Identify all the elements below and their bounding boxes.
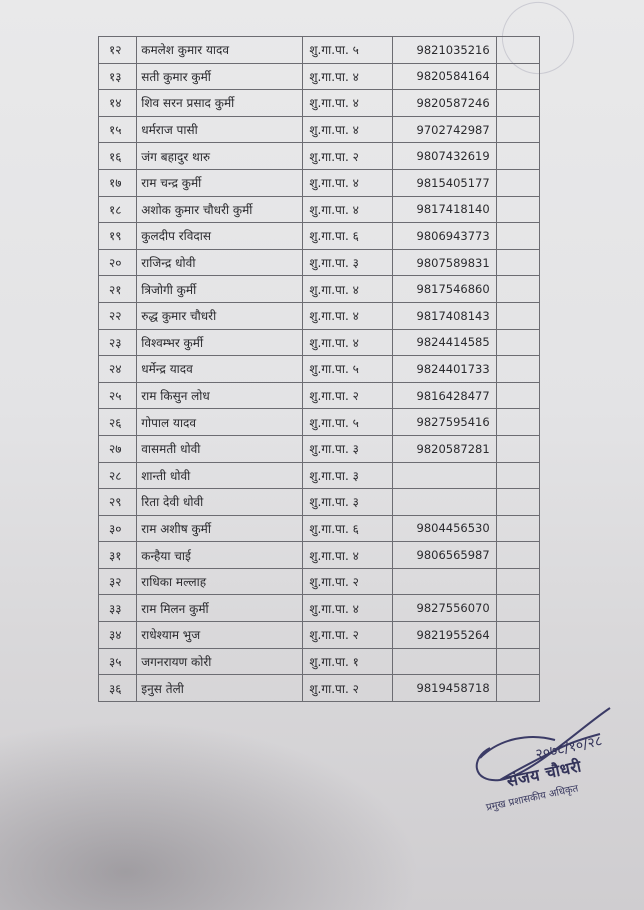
name-cell: रुद्ध कुमार चौधरी bbox=[137, 302, 303, 329]
empty-cell bbox=[496, 37, 539, 64]
name-cell: कुलदीप रविदास bbox=[137, 223, 303, 250]
name-cell: रिता देवी धोवी bbox=[137, 489, 303, 516]
address-cell: शु.गा.पा. १ bbox=[303, 648, 393, 675]
table-row bbox=[99, 435, 540, 462]
empty-cell bbox=[496, 196, 539, 223]
table-row bbox=[99, 568, 540, 595]
table-row bbox=[99, 409, 540, 436]
phone-cell: 9821955264 bbox=[392, 622, 496, 649]
empty-cell bbox=[496, 169, 539, 196]
name-cell: राम किसुन लोध bbox=[137, 382, 303, 409]
empty-cell bbox=[496, 435, 539, 462]
table-row bbox=[99, 542, 540, 569]
address-cell: शु.गा.पा. ४ bbox=[303, 595, 393, 622]
empty-cell bbox=[496, 622, 539, 649]
name-cell: इनुस तेली bbox=[137, 675, 303, 702]
serial-number-cell: १९ bbox=[99, 223, 137, 250]
phone-cell: 9807589831 bbox=[392, 249, 496, 276]
name-cell: राम अशीष कुर्मी bbox=[137, 515, 303, 542]
phone-cell: 9824401733 bbox=[392, 356, 496, 383]
empty-cell bbox=[496, 276, 539, 303]
serial-number-cell: ३३ bbox=[99, 595, 137, 622]
serial-number-cell: १२ bbox=[99, 37, 137, 64]
empty-cell bbox=[496, 223, 539, 250]
name-cell: वासमती धोवी bbox=[137, 435, 303, 462]
phone-cell: 9827595416 bbox=[392, 409, 496, 436]
name-cell: जंग बहादुर थारु bbox=[137, 143, 303, 170]
table-row bbox=[99, 196, 540, 223]
serial-number-cell: १५ bbox=[99, 116, 137, 143]
address-cell: शु.गा.पा. ६ bbox=[303, 515, 393, 542]
address-cell: शु.गा.पा. ४ bbox=[303, 196, 393, 223]
serial-number-cell: २५ bbox=[99, 382, 137, 409]
table-row bbox=[99, 63, 540, 90]
name-cell: राम चन्द्र कुर्मी bbox=[137, 169, 303, 196]
serial-number-cell: १३ bbox=[99, 63, 137, 90]
address-cell: शु.गा.पा. ४ bbox=[303, 276, 393, 303]
phone-cell bbox=[392, 489, 496, 516]
address-cell: शु.गा.पा. ६ bbox=[303, 223, 393, 250]
phone-cell: 9815405177 bbox=[392, 169, 496, 196]
phone-cell: 9824414585 bbox=[392, 329, 496, 356]
serial-number-cell: २७ bbox=[99, 435, 137, 462]
serial-number-cell: २१ bbox=[99, 276, 137, 303]
name-cell: कमलेश कुमार यादव bbox=[137, 37, 303, 64]
name-cell: राधिका मल्लाह bbox=[137, 568, 303, 595]
phone-cell: 9817418140 bbox=[392, 196, 496, 223]
signature-date: २०७८/१०/२८ bbox=[534, 733, 604, 763]
table-row bbox=[99, 648, 540, 675]
name-cell: गोपाल यादव bbox=[137, 409, 303, 436]
address-cell: शु.गा.पा. ४ bbox=[303, 169, 393, 196]
address-cell: शु.गा.पा. ४ bbox=[303, 90, 393, 117]
serial-number-cell: १६ bbox=[99, 143, 137, 170]
empty-cell bbox=[496, 489, 539, 516]
empty-cell bbox=[496, 302, 539, 329]
empty-cell bbox=[496, 568, 539, 595]
name-cell: सती कुमार कुर्मी bbox=[137, 63, 303, 90]
serial-number-cell: २३ bbox=[99, 329, 137, 356]
name-cell: शिव सरन प्रसाद कुर्मी bbox=[137, 90, 303, 117]
serial-number-cell: १४ bbox=[99, 90, 137, 117]
table-row bbox=[99, 302, 540, 329]
serial-number-cell: ३६ bbox=[99, 675, 137, 702]
table-row bbox=[99, 116, 540, 143]
address-cell: शु.गा.पा. २ bbox=[303, 143, 393, 170]
table-row bbox=[99, 515, 540, 542]
phone-cell: 9817408143 bbox=[392, 302, 496, 329]
signature-title: प्रमुख प्रशासकीय अधिकृत bbox=[485, 783, 580, 814]
address-cell: शु.गा.पा. ४ bbox=[303, 542, 393, 569]
empty-cell bbox=[496, 462, 539, 489]
table-row bbox=[99, 169, 540, 196]
address-cell: शु.गा.पा. ४ bbox=[303, 302, 393, 329]
serial-number-cell: २९ bbox=[99, 489, 137, 516]
empty-cell bbox=[496, 63, 539, 90]
phone-cell: 9820587246 bbox=[392, 90, 496, 117]
name-cell: शान्ती धोवी bbox=[137, 462, 303, 489]
serial-number-cell: २४ bbox=[99, 356, 137, 383]
address-cell: शु.गा.पा. ५ bbox=[303, 409, 393, 436]
phone-cell bbox=[392, 568, 496, 595]
address-cell: शु.गा.पा. २ bbox=[303, 622, 393, 649]
phone-cell bbox=[392, 462, 496, 489]
page-shadow bbox=[0, 720, 420, 910]
empty-cell bbox=[496, 515, 539, 542]
table-row bbox=[99, 595, 540, 622]
empty-cell bbox=[496, 382, 539, 409]
table-row bbox=[99, 37, 540, 64]
name-cell: राम मिलन कुर्मी bbox=[137, 595, 303, 622]
serial-number-cell: २६ bbox=[99, 409, 137, 436]
empty-cell bbox=[496, 595, 539, 622]
participant-table bbox=[98, 36, 540, 702]
empty-cell bbox=[496, 143, 539, 170]
serial-number-cell: २२ bbox=[99, 302, 137, 329]
empty-cell bbox=[496, 329, 539, 356]
address-cell: शु.गा.पा. ४ bbox=[303, 63, 393, 90]
table-row bbox=[99, 90, 540, 117]
table-row bbox=[99, 356, 540, 383]
address-cell: शु.गा.पा. ३ bbox=[303, 435, 393, 462]
table-row bbox=[99, 276, 540, 303]
table-row bbox=[99, 143, 540, 170]
address-cell: शु.गा.पा. २ bbox=[303, 382, 393, 409]
serial-number-cell: ३४ bbox=[99, 622, 137, 649]
table-row bbox=[99, 249, 540, 276]
name-cell: विश्वम्भर कुर्मी bbox=[137, 329, 303, 356]
phone-cell: 9820584164 bbox=[392, 63, 496, 90]
phone-cell: 9702742987 bbox=[392, 116, 496, 143]
address-cell: शु.गा.पा. ४ bbox=[303, 329, 393, 356]
name-cell: राधेश्याम भुज bbox=[137, 622, 303, 649]
phone-cell: 9819458718 bbox=[392, 675, 496, 702]
address-cell: शु.गा.पा. ३ bbox=[303, 249, 393, 276]
empty-cell bbox=[496, 542, 539, 569]
name-cell: राजिन्द्र धोवी bbox=[137, 249, 303, 276]
name-cell: धर्मराज पासी bbox=[137, 116, 303, 143]
empty-cell bbox=[496, 356, 539, 383]
serial-number-cell: ३१ bbox=[99, 542, 137, 569]
table-row bbox=[99, 382, 540, 409]
serial-number-cell: ३२ bbox=[99, 568, 137, 595]
table-row bbox=[99, 622, 540, 649]
phone-cell: 9816428477 bbox=[392, 382, 496, 409]
address-cell: शु.गा.पा. ५ bbox=[303, 356, 393, 383]
serial-number-cell: ३० bbox=[99, 515, 137, 542]
serial-number-cell: १८ bbox=[99, 196, 137, 223]
phone-cell: 9804456530 bbox=[392, 515, 496, 542]
address-cell: शु.गा.पा. २ bbox=[303, 568, 393, 595]
empty-cell bbox=[496, 90, 539, 117]
empty-cell bbox=[496, 249, 539, 276]
phone-cell: 9806565987 bbox=[392, 542, 496, 569]
name-cell: अशोक कुमार चौधरी कुर्मी bbox=[137, 196, 303, 223]
address-cell: शु.गा.पा. ३ bbox=[303, 462, 393, 489]
empty-cell bbox=[496, 409, 539, 436]
table-row bbox=[99, 462, 540, 489]
address-cell: शु.गा.पा. ५ bbox=[303, 37, 393, 64]
phone-cell: 9821035216 bbox=[392, 37, 496, 64]
serial-number-cell: ३५ bbox=[99, 648, 137, 675]
table-row bbox=[99, 223, 540, 250]
serial-number-cell: १७ bbox=[99, 169, 137, 196]
signature-name: संजय चौधरी bbox=[504, 756, 584, 791]
phone-cell: 9827556070 bbox=[392, 595, 496, 622]
address-cell: शु.गा.पा. ३ bbox=[303, 489, 393, 516]
phone-cell: 9817546860 bbox=[392, 276, 496, 303]
name-cell: जगनरायण कोरी bbox=[137, 648, 303, 675]
phone-cell: 9807432619 bbox=[392, 143, 496, 170]
name-cell: धर्मेन्द्र यादव bbox=[137, 356, 303, 383]
name-cell: कन्हैया चाई bbox=[137, 542, 303, 569]
address-cell: शु.गा.पा. २ bbox=[303, 675, 393, 702]
table-row bbox=[99, 489, 540, 516]
address-cell: शु.गा.पा. ४ bbox=[303, 116, 393, 143]
empty-cell bbox=[496, 648, 539, 675]
serial-number-cell: २८ bbox=[99, 462, 137, 489]
phone-cell: 9806943773 bbox=[392, 223, 496, 250]
table-row bbox=[99, 329, 540, 356]
name-cell: त्रिजोगी कुर्मी bbox=[137, 276, 303, 303]
phone-cell bbox=[392, 648, 496, 675]
serial-number-cell: २० bbox=[99, 249, 137, 276]
table-body bbox=[99, 37, 540, 702]
empty-cell bbox=[496, 116, 539, 143]
phone-cell: 9820587281 bbox=[392, 435, 496, 462]
